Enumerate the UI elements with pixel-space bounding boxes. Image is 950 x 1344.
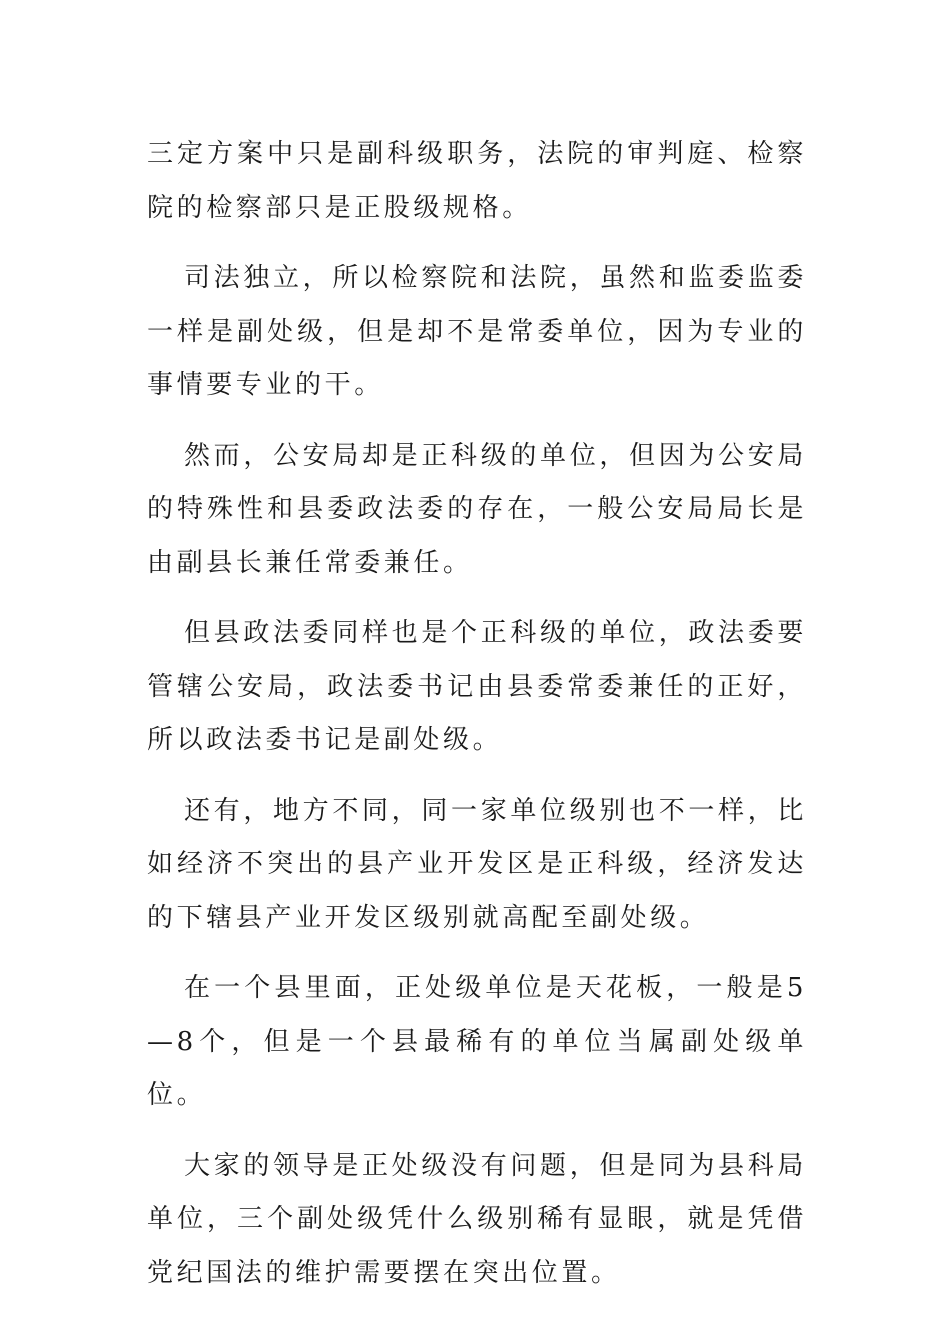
document-body: [147, 128, 807, 1317]
paragraph-2: 司法独立，所以检察院和法院，虽然和监委监委一样是副处级，但是却不是常委单位，因为专业的事情要专业的干。: [147, 263, 807, 400]
paragraph-4: 但县政法委同样也是个正科级的单位，政法委要管辖公安局，政法委书记由县委常委兼任的正好，所以政法委书记是副处级。: [147, 618, 807, 755]
paragraph-7: 大家的领导是正处级没有问题，但是同为县科局单位，三个副处级凭什么级别稀有显眼，就是凭借党纪国法的维护需要摆在突出位置。: [147, 1150, 807, 1288]
paragraph-5: 还有，地方不同，同一家单位级别也不一样，比如经济不突出的县产业开发区是正科级，经济发达的下辖县产业开发区级别就高配至副处级。: [147, 795, 807, 933]
paragraph-6: 在一个县里面，正处级单位是天花板，一般是5—8个，但是一个县最稀有的单位当属副处级单位。: [147, 973, 807, 1110]
paragraph-1: 三定方案中只是副科级职务，法院的审判庭、检察院的检察部只是正股级规格。: [147, 139, 807, 223]
paragraph-3: 然而，公安局却是正科级的单位，但因为公安局的特殊性和县委政法委的存在，一般公安局局长是由副县长兼任常委兼任。: [147, 440, 807, 578]
